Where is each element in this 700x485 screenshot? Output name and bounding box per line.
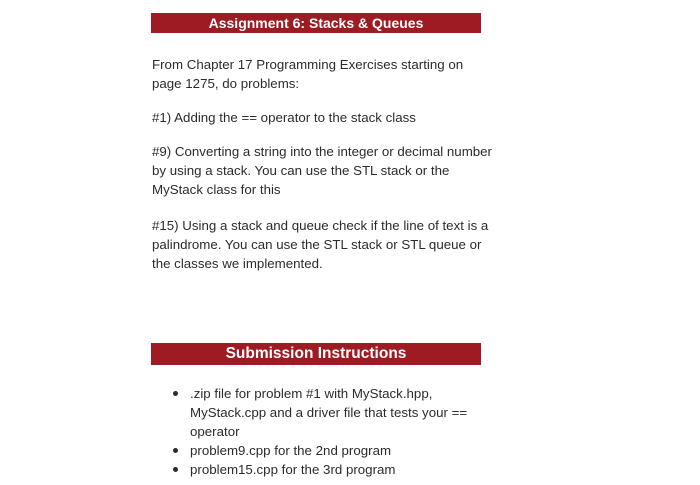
- assignment-intro: From Chapter 17 Programming Exercises starting on page 1275, do problems:: [152, 57, 464, 91]
- problem-15: #15) Using a stack and queue check if the line of text is a palindrome. You can use the STL stack or STL queue or the classes we implemented.: [152, 218, 489, 271]
- problem-9: #9) Converting a string into the integer or decimal number by using a stack. You can use the STL stack or the MyStack class for this: [152, 144, 492, 197]
- problem-1: #1) Adding the == operator to the stack class: [152, 110, 416, 125]
- submission-item-zip: [170, 384, 490, 441]
- submission-item-problem9: [170, 441, 490, 460]
- bullet-icon: [173, 467, 178, 472]
- bullet-icon: [173, 448, 178, 453]
- submission-item-text: .zip file for problem #1 with MyStack.hpp, MyStack.cpp and a driver file that tests your == operator: [190, 386, 468, 439]
- submission-list: [170, 384, 490, 479]
- submission-item-problem15: [170, 460, 490, 479]
- bullet-icon: [173, 391, 178, 396]
- submission-item-text: problem9.cpp for the 2nd program: [190, 443, 392, 458]
- submission-item-text: problem15.cpp for the 3rd program: [190, 462, 396, 477]
- assignment-title-banner: Assignment 6: Stacks & Queues: [151, 13, 481, 33]
- submission-title-banner: Submission Instructions: [151, 343, 481, 365]
